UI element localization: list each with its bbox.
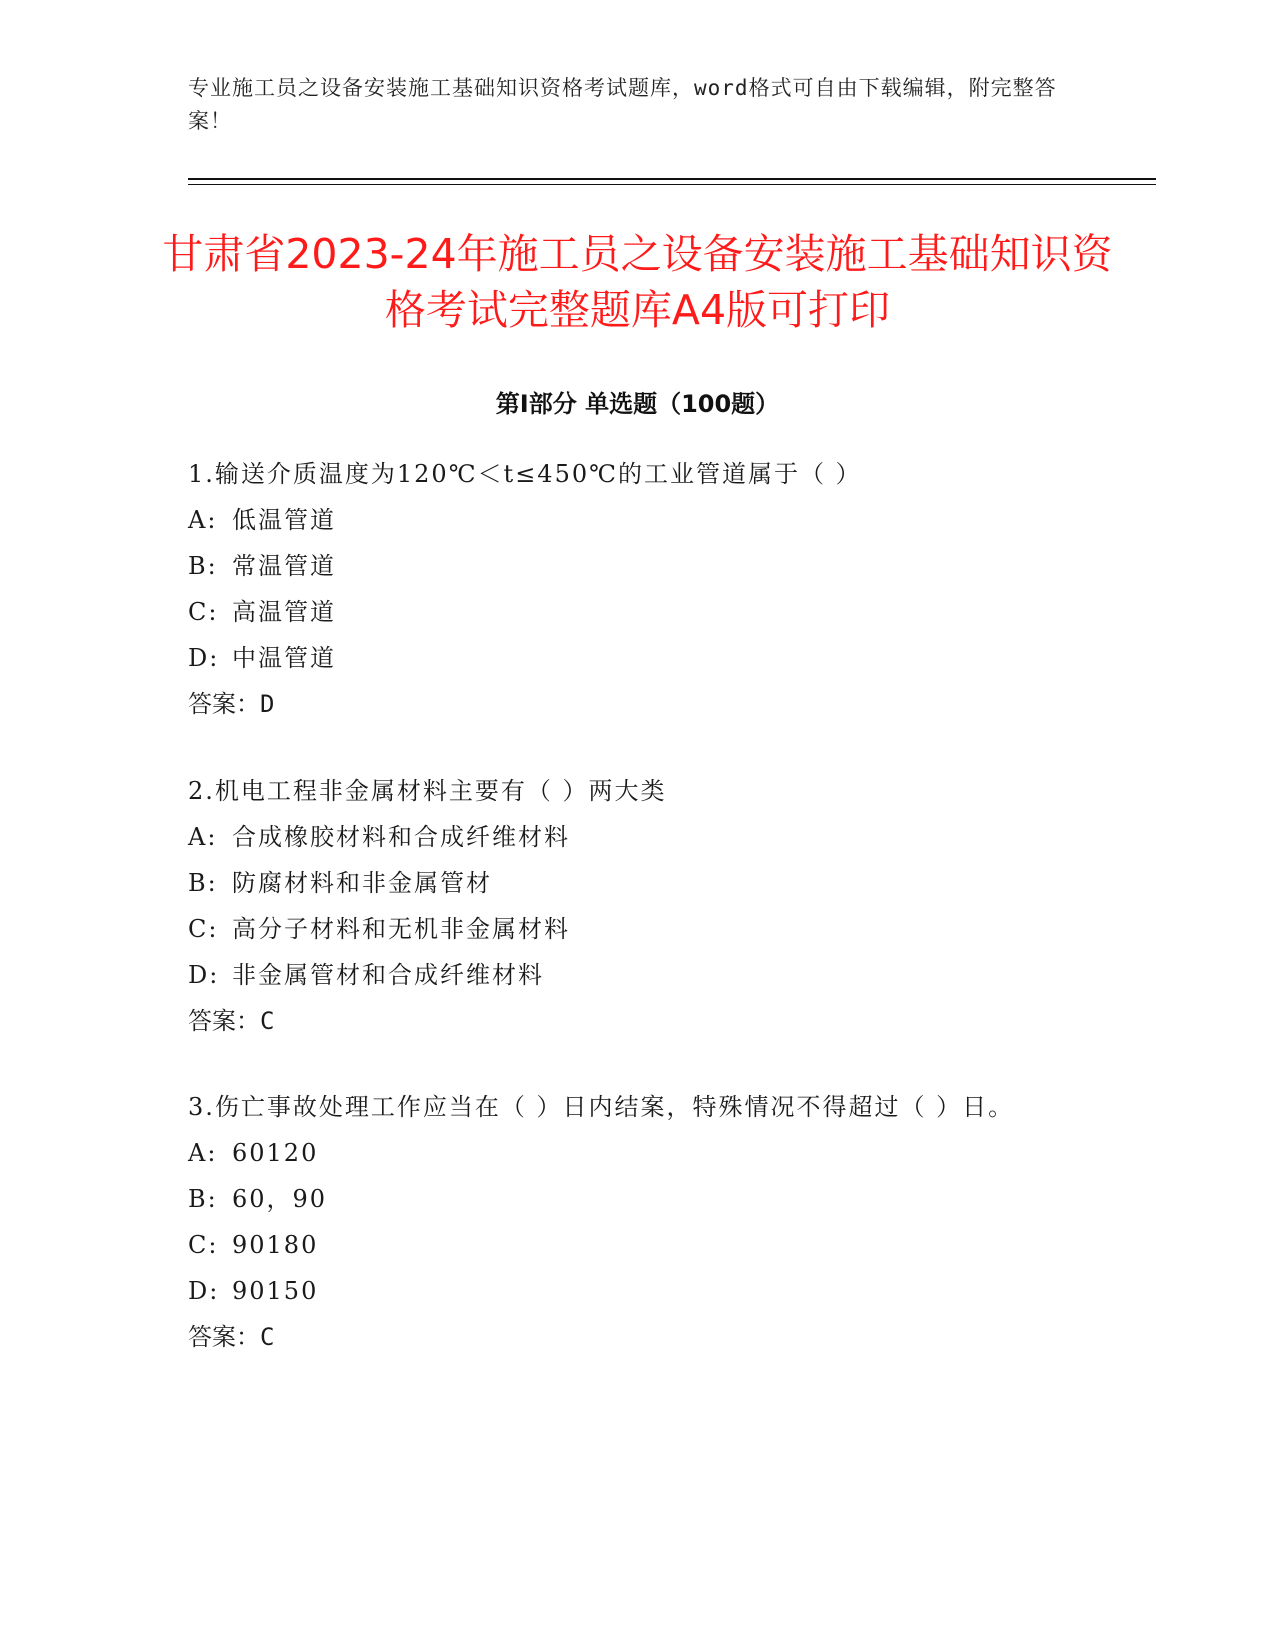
option-key: C:: [188, 1231, 219, 1259]
answer: 答案：C: [188, 1007, 275, 1035]
question-2: [188, 769, 1088, 1044]
option-b: [188, 860, 1088, 906]
option-key: A:: [188, 1139, 218, 1167]
option-a: [188, 497, 1088, 543]
question-text: 2.机电工程非金属材料主要有（ ）两大类: [188, 777, 667, 805]
header-divider-thick: [188, 178, 1156, 180]
option-key: C:: [188, 598, 219, 626]
question-1: [188, 452, 1088, 727]
option-key: A:: [188, 506, 218, 534]
option-text: 中温管道: [232, 644, 336, 672]
option-text: 低温管道: [232, 506, 336, 534]
option-text: 合成橡胶材料和合成纤维材料: [232, 823, 570, 851]
document-title: 甘肃省2023-24年施工员之设备安装施工基础知识资格考试完整题库A4版可打印: [162, 230, 1113, 334]
question-text: 1.输送介质温度为120℃＜t≤450℃的工业管道属于（ ）: [188, 460, 862, 488]
header-note: 专业施工员之设备安装施工基础知识资格考试题库，word格式可自由下载编辑，附完整答案！: [188, 76, 1057, 133]
option-b: [188, 543, 1088, 589]
option-text: 高温管道: [232, 598, 336, 626]
question-3: [188, 1085, 1038, 1360]
option-text: 90150: [232, 1277, 319, 1305]
option-key: D:: [188, 1277, 220, 1305]
option-c: [188, 589, 1088, 635]
answer: 答案：D: [188, 690, 275, 718]
option-text: 60120: [232, 1139, 319, 1167]
option-text: 常温管道: [232, 552, 336, 580]
option-a: [188, 1130, 1038, 1176]
option-key: A:: [188, 823, 218, 851]
option-a: [188, 814, 1088, 860]
option-d: [188, 635, 1088, 681]
option-d: [188, 1268, 1038, 1314]
option-d: [188, 952, 1088, 998]
option-text: 90180: [232, 1231, 319, 1259]
option-c: [188, 906, 1088, 952]
option-key: C:: [188, 915, 219, 943]
option-key: B:: [188, 552, 218, 580]
option-text: 高分子材料和无机非金属材料: [232, 915, 570, 943]
option-key: B:: [188, 1185, 218, 1213]
option-b: [188, 1176, 1038, 1222]
option-key: D:: [188, 644, 220, 672]
question-text: 3.伤亡事故处理工作应当在（ ）日内结案，特殊情况不得超过（ ）日。: [188, 1093, 1015, 1121]
option-text: 非金属管材和合成纤维材料: [232, 961, 544, 989]
option-key: D:: [188, 961, 220, 989]
option-text: 防腐材料和非金属管材: [232, 869, 492, 897]
option-key: B:: [188, 869, 218, 897]
answer: 答案：C: [188, 1323, 275, 1351]
header-divider-thin: [188, 184, 1156, 185]
option-text: 60，90: [232, 1185, 328, 1213]
section-heading: 第I部分 单选题（100题）: [495, 390, 780, 418]
option-c: [188, 1222, 1038, 1268]
